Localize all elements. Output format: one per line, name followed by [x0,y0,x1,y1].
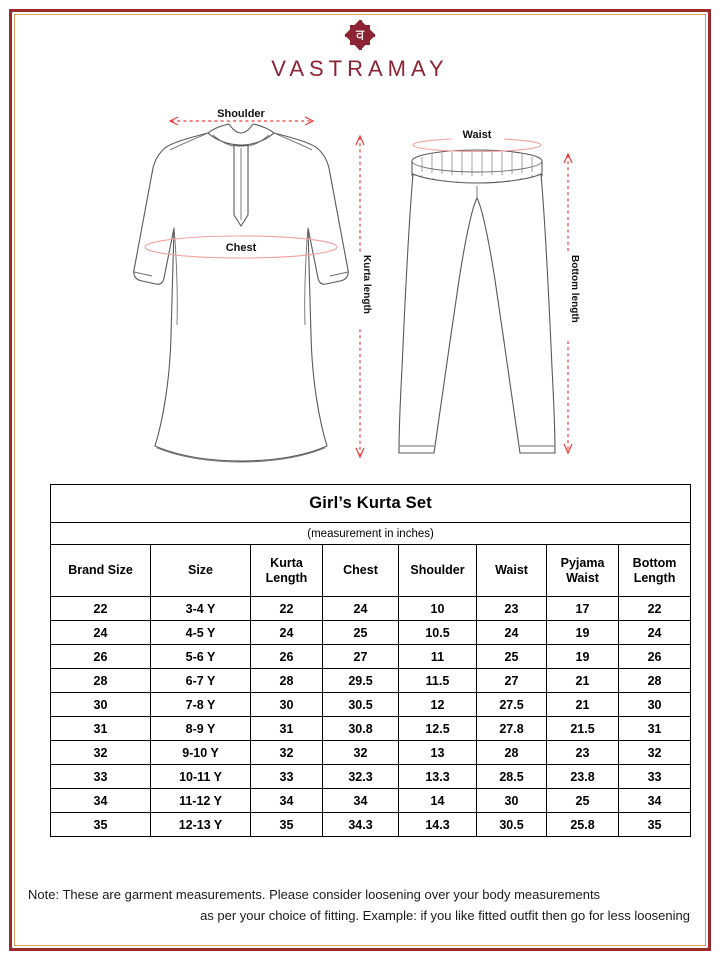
cell-kurta-length: 33 [251,765,323,789]
cell-pyjama-waist: 21 [547,693,619,717]
cell-waist: 27 [477,669,547,693]
cell-pyjama-waist: 17 [547,597,619,621]
cell-kurta-length: 32 [251,741,323,765]
cell-brand-size: 32 [51,741,151,765]
table-row [51,789,691,813]
cell-bottom-length: 33 [619,765,691,789]
cell-size: 10-11 Y [151,765,251,789]
column-header-chest: Chest [323,545,399,597]
cell-brand-size: 24 [51,621,151,645]
table-row [51,693,691,717]
table-row [51,741,691,765]
cell-pyjama-waist: 21.5 [547,717,619,741]
cell-brand-size: 26 [51,645,151,669]
waist-label: Waist [462,129,492,141]
girls-kurta-front-view [134,105,372,462]
cell-waist: 23 [477,597,547,621]
cell-waist: 28 [477,741,547,765]
table-row [51,669,691,693]
cell-chest: 27 [323,645,399,669]
table-title-row [51,485,691,523]
cell-shoulder: 12 [399,693,477,717]
cell-pyjama-waist: 19 [547,645,619,669]
cell-chest: 34.3 [323,813,399,837]
cell-waist: 30 [477,789,547,813]
cell-chest: 32.3 [323,765,399,789]
cell-size: 4-5 Y [151,621,251,645]
column-header-waist: Waist [477,545,547,597]
column-header-size: Size [151,545,251,597]
cell-chest: 30.5 [323,693,399,717]
table-row [51,765,691,789]
column-header-pyjama-waist: Pyjama Waist [547,545,619,597]
table-subtitle: (measurement in inches) [51,523,691,545]
cell-size: 5-6 Y [151,645,251,669]
table-title: Girl’s Kurta Set [51,485,691,523]
cell-waist: 30.5 [477,813,547,837]
cell-shoulder: 10.5 [399,621,477,645]
note-line-2: as per your choice of fitting. Example: if you like fitted outfit then go for less loosening [200,908,690,924]
cell-kurta-length: 26 [251,645,323,669]
cell-kurta-length: 31 [251,717,323,741]
cell-shoulder: 11.5 [399,669,477,693]
table-row [51,597,691,621]
cell-shoulder: 11 [399,645,477,669]
size-chart-table [50,484,691,837]
cell-kurta-length: 22 [251,597,323,621]
cell-chest: 34 [323,789,399,813]
brand-header [0,20,720,82]
table-row [51,717,691,741]
cell-size: 11-12 Y [151,789,251,813]
chest-label: Chest [225,242,257,254]
cell-waist: 27.8 [477,717,547,741]
girls-pyjama-front-view [399,126,580,453]
cell-size: 7-8 Y [151,693,251,717]
cell-pyjama-waist: 25.8 [547,813,619,837]
cell-brand-size: 34 [51,789,151,813]
table-subtitle-row [51,523,691,545]
cell-chest: 24 [323,597,399,621]
cell-shoulder: 10 [399,597,477,621]
cell-bottom-length: 22 [619,597,691,621]
column-header-kurta-length: Kurta Length [251,545,323,597]
cell-size: 8-9 Y [151,717,251,741]
shoulder-label: Shoulder [217,108,265,120]
column-header-bottom-length: Bottom Length [619,545,691,597]
cell-brand-size: 31 [51,717,151,741]
cell-brand-size: 30 [51,693,151,717]
garment-diagram-svg [30,100,690,475]
table-header-row [51,545,691,597]
cell-kurta-length: 24 [251,621,323,645]
table-row [51,645,691,669]
cell-pyjama-waist: 25 [547,789,619,813]
cell-size: 12-13 Y [151,813,251,837]
cell-pyjama-waist: 23.8 [547,765,619,789]
cell-shoulder: 14.3 [399,813,477,837]
cell-size: 9-10 Y [151,741,251,765]
cell-bottom-length: 26 [619,645,691,669]
cell-brand-size: 33 [51,765,151,789]
cell-bottom-length: 28 [619,669,691,693]
note-line-1: Note: These are garment measurements. Please consider loosening over your body measurements [28,887,601,902]
cell-bottom-length: 30 [619,693,691,717]
cell-bottom-length: 31 [619,717,691,741]
cell-shoulder: 13 [399,741,477,765]
column-header-brand-size: Brand Size [51,545,151,597]
cell-pyjama-waist: 21 [547,669,619,693]
cell-chest: 32 [323,741,399,765]
cell-pyjama-waist: 19 [547,621,619,645]
cell-shoulder: 13.3 [399,765,477,789]
cell-kurta-length: 28 [251,669,323,693]
cell-pyjama-waist: 23 [547,741,619,765]
vastramay-diamond-emblem-icon [345,20,375,50]
cell-bottom-length: 35 [619,813,691,837]
cell-chest: 29.5 [323,669,399,693]
kurta-length-label: Kurta length [361,255,372,314]
cell-brand-size: 28 [51,669,151,693]
cell-chest: 30.8 [323,717,399,741]
column-header-shoulder: Shoulder [399,545,477,597]
table-body [51,597,691,837]
bottom-length-label: Bottom length [569,255,580,323]
cell-bottom-length: 32 [619,741,691,765]
cell-chest: 25 [323,621,399,645]
table-row [51,621,691,645]
cell-waist: 25 [477,645,547,669]
cell-size: 6-7 Y [151,669,251,693]
cell-size: 3-4 Y [151,597,251,621]
cell-kurta-length: 30 [251,693,323,717]
cell-bottom-length: 24 [619,621,691,645]
cell-bottom-length: 34 [619,789,691,813]
brand-name: VASTRAMAY [271,56,449,81]
cell-waist: 27.5 [477,693,547,717]
cell-shoulder: 14 [399,789,477,813]
table-row [51,813,691,837]
cell-shoulder: 12.5 [399,717,477,741]
emblem-devanagari-glyph: व [355,26,365,44]
cell-waist: 24 [477,621,547,645]
cell-brand-size: 35 [51,813,151,837]
cell-kurta-length: 34 [251,789,323,813]
cell-brand-size: 22 [51,597,151,621]
garment-illustrations [30,100,690,475]
cell-waist: 28.5 [477,765,547,789]
cell-kurta-length: 35 [251,813,323,837]
measurement-note [28,884,692,927]
